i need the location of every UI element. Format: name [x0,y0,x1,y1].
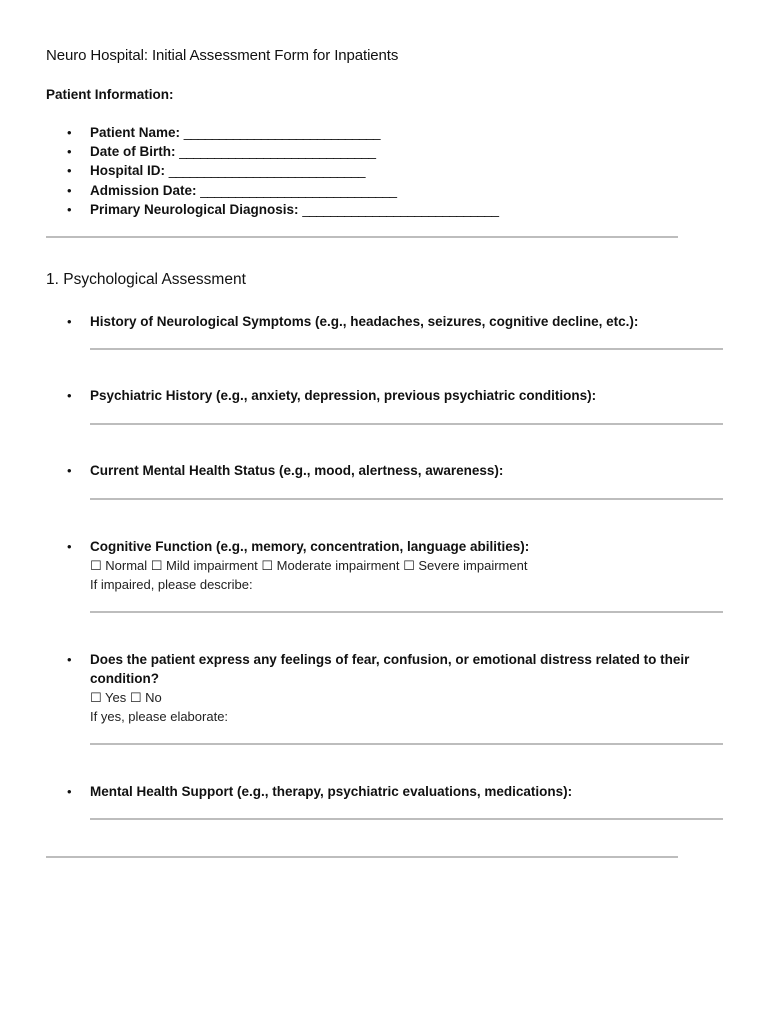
question-text: Current Mental Health Status (e.g., mood, alertness, awareness): [90,463,504,478]
question-psychiatric-history [46,386,726,405]
fill-in-blank[interactable]: ____________________________ [179,144,376,160]
answer-line-neuro-symptoms[interactable] [90,348,723,350]
question-text: Mental Health Support (e.g., therapy, psychiatric evaluations, medications): [90,784,573,799]
patient-name-field[interactable] [46,123,499,142]
bullet: • [67,388,72,403]
admission-date-field[interactable] [46,181,499,200]
bullet: • [67,463,72,478]
question-mental-health-status [46,461,726,480]
question-neuro-symptoms [46,312,726,331]
distress-options-checkboxes[interactable]: ☐ Yes ☐ No [90,690,162,705]
fill-in-blank[interactable]: ____________________________ [183,125,381,140]
section-title: 1. Psychological Assessment [46,271,246,288]
primary-diagnosis-field[interactable] [46,200,499,219]
bullet: • [67,314,72,329]
fill-in-blank[interactable]: ____________________________ [168,163,366,179]
bullet: • [67,125,72,140]
patient-info-list [46,123,499,219]
form-title: Neuro Hospital: Initial Assessment Form for Inpatients [46,47,399,64]
field-label: Hospital ID: [90,163,166,179]
question-mental-health-support [46,782,726,801]
question-emotional-distress [46,650,726,726]
section-divider [46,856,678,858]
question-cognitive-function [46,537,726,594]
answer-line-psychiatric-history[interactable] [90,423,723,425]
hospital-id-field[interactable] [46,161,499,180]
cognitive-followup-label: If impaired, please describe: [90,577,253,592]
answer-line-mental-health-status[interactable] [90,498,723,500]
bullet: • [67,539,72,554]
bullet: • [67,784,72,799]
field-label: Admission Date: [90,182,197,198]
distress-followup-label: If yes, please elaborate: [90,709,229,724]
bullet: • [67,652,72,667]
cognitive-options-checkboxes[interactable]: ☐ Normal ☐ Mild impairment ☐ Moderate impairment ☐ Severe impairment [90,558,528,573]
fill-in-blank[interactable]: ____________________________ [200,182,397,198]
bullet: • [67,201,72,217]
section-divider [46,236,678,238]
bullet: • [67,163,72,179]
question-text: History of Neurological Symptoms (e.g., headaches, seizures, cognitive decline, etc.): [90,314,639,329]
answer-line-emotional-distress[interactable] [90,743,723,745]
field-label: Date of Birth: [90,144,176,160]
question-text: Cognitive Function (e.g., memory, concentration, language abilities): [90,539,530,554]
question-text: Psychiatric History (e.g., anxiety, depression, previous psychiatric conditions): [90,388,597,403]
answer-line-cognitive-function[interactable] [90,611,723,613]
date-of-birth-field[interactable] [46,142,499,161]
fill-in-blank[interactable]: ____________________________ [302,201,499,217]
patient-info-heading: Patient Information: [46,87,174,102]
field-label: Primary Neurological Diagnosis: [90,201,299,217]
answer-line-mental-health-support[interactable] [90,818,723,820]
bullet: • [67,144,72,160]
field-label: Patient Name: [90,125,181,140]
question-text: Does the patient express any feelings of fear, confusion, or emotional distress related to their condition? [90,652,690,686]
bullet: • [67,182,72,198]
